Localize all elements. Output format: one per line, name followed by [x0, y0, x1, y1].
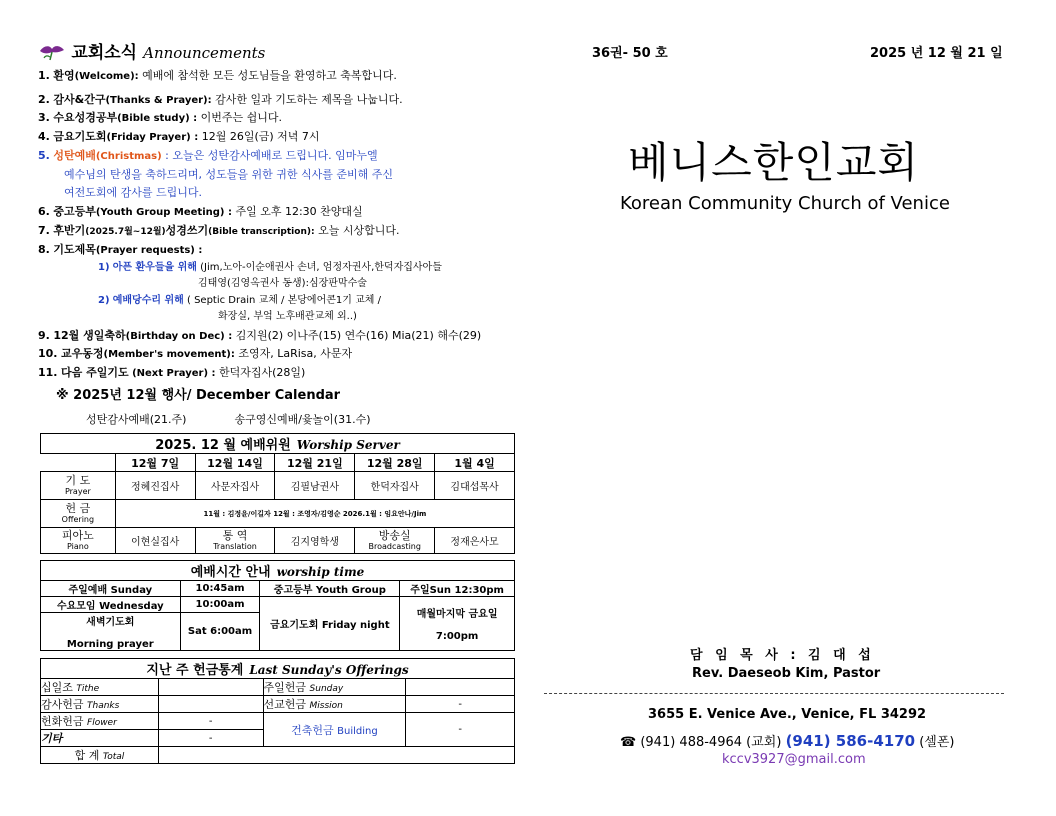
phone-icon: ☎: [620, 735, 637, 750]
announcement-item: 10. 교우동정(Member's movement): 조영자, LaRisa, 사문자: [38, 347, 353, 360]
cell: 10:00am: [180, 597, 260, 613]
cell: -: [158, 730, 263, 747]
table-row: [41, 500, 515, 528]
announcement-item: 3. 수요성경공부(Bible study) : 이번주는 쉽니다.: [38, 111, 283, 124]
cell: 금요기도회 Friday night: [260, 597, 400, 651]
date-header: 1월 4일: [435, 454, 515, 472]
cell: -: [406, 696, 515, 713]
cell: 감사헌금 Thanks: [41, 696, 159, 713]
cell: 매월마지막 금요일 7:00pm: [400, 597, 515, 651]
announcement-item: 7. 후반기(2025.7월~12월)성경쓰기(Bible transcription): 오늘 시상합니다.: [38, 224, 400, 237]
pastor-kr: 담 임 목 사 : 김 대 섭: [690, 648, 875, 663]
cell: 선교헌금 Mission: [263, 696, 406, 713]
announcement-item: 8. 기도제목(Prayer requests) :: [38, 243, 203, 256]
church-address: 3655 E. Venice Ave., Venice, FL 34292: [648, 707, 927, 722]
calendar-events: [86, 411, 371, 427]
table-row: [41, 472, 515, 500]
announcement-item: 6. 중고등부(Youth Group Meeting) : 주일 오후 12:30 찬양대실: [38, 205, 363, 218]
date-header: 12월 7일: [115, 454, 195, 472]
cell: 방송실 Broadcasting: [355, 528, 435, 554]
calendar-title: ※ 2025년 12월 행사/ December Calendar: [56, 388, 341, 403]
date-header: 12월 21일: [275, 454, 355, 472]
cell: 김대섭목사: [435, 472, 515, 500]
volume-number: 36권- 50 호: [592, 46, 668, 61]
cell: 건축헌금 Building: [263, 713, 406, 747]
flower-icon: [38, 43, 66, 61]
cell: 주일헌금 Sunday: [263, 679, 406, 696]
worship-time-caption: 예배시간 안내 worship time: [41, 561, 515, 581]
cell: 수요모임 Wednesday: [41, 597, 181, 613]
announcement-item: 9. 12월 생일축하(Birthday on Dec) : 김지원(2) 이나주(15) 연수(16) Mia(21) 해수(29): [38, 329, 482, 342]
cell: -: [406, 713, 515, 747]
cell: 주일Sun 12:30pm: [400, 581, 515, 597]
announcement-item: 1. 환영(Welcome): 예배에 참석한 모든 성도님들을 환영하고 축복합니다.: [38, 69, 397, 82]
announcements-title-kr: 교회소식: [71, 43, 138, 63]
cell: 10:45am: [180, 581, 260, 597]
table-row: [41, 528, 515, 554]
offering-schedule: 11월 : 김정윤/이길자 12월 : 조영자/김영순 2026.1월 : 임요안나/Jim: [115, 500, 514, 528]
announcement-item: 2. 감사&간구(Thanks & Prayer): 감사한 일과 기도하는 제목을 나눕니다.: [38, 93, 403, 106]
bulletin-date: 2025 년 12 월 21 일: [870, 46, 1003, 61]
church-name-en: Korean Community Church of Venice: [620, 193, 950, 214]
cell: 새벽기도회 Morning prayer: [41, 613, 181, 651]
cell: -: [158, 713, 263, 730]
cell: 정혜진집사: [115, 472, 195, 500]
row-label: 헌 금 Offering: [41, 500, 116, 528]
worship-server-table: [40, 433, 515, 554]
announcements-heading: [38, 38, 265, 63]
cell: 주일예배 Sunday: [41, 581, 181, 597]
cell: 사문자집사: [195, 472, 275, 500]
cell: [158, 747, 514, 764]
christmas-line: 여전도회에 감사를 드립니다.: [64, 186, 203, 199]
cell: 헌화헌금 Flower: [41, 713, 159, 730]
announcement-item: 4. 금요기도회(Friday Prayer) : 12월 26일(금) 저녁 7시: [38, 130, 320, 143]
offerings-caption: 지난 주 헌금통계 Last Sunday's Offerings: [41, 659, 515, 679]
offerings-table: [40, 658, 515, 764]
christmas-line: 예수님의 탄생을 축하드리며, 성도들을 위한 귀한 식사를 준비해 주신: [64, 168, 393, 181]
prayer-item-line2: 화장실, 부엌 노후배관교체 외..): [218, 311, 357, 322]
worship-server-caption: 2025. 12 월 예배위원 Worship Server: [41, 434, 515, 454]
calendar-event: 송구영신예배/윷놀이(31.수): [234, 413, 371, 426]
prayer-item: 2) 예배당수리 위해 ( Septic Drain 교체 / 본당에어콘1기 교체 /: [98, 295, 381, 306]
announcements-title-en: Announcements: [143, 44, 266, 62]
church-name-kr: 베니스한인교회: [628, 138, 920, 187]
cell: [158, 696, 263, 713]
cell: 합 계 Total: [41, 747, 159, 764]
church-email[interactable]: kccv3927@gmail.com: [722, 752, 866, 767]
cell: 한덕자집사: [355, 472, 435, 500]
cell: [158, 679, 263, 696]
worship-time-table: [40, 560, 515, 651]
cell: [406, 679, 515, 696]
date-header: 12월 28일: [355, 454, 435, 472]
cell: 기타: [41, 730, 159, 747]
announcement-item: 11. 다음 주일기도 (Next Prayer) : 한덕자집사(28일): [38, 366, 306, 379]
cell: 정재은사모: [435, 528, 515, 554]
pastor-en: Rev. Daeseob Kim, Pastor: [692, 666, 881, 681]
calendar-event: 성탄감사예배(21.주): [86, 413, 187, 426]
row-label: 기 도 Prayer: [41, 472, 116, 500]
cell-phone: (941) 586-4170: [785, 732, 916, 750]
cell: 중고등부 Youth Group: [260, 581, 400, 597]
cell: 김필남권사: [275, 472, 355, 500]
cell: Sat 6:00am: [180, 613, 260, 651]
announcement-item-christmas: 5. 성탄예배(Christmas) : 오늘은 성탄감사예배로 드립니다. 임마누엘: [38, 149, 378, 162]
corner-cell: [41, 454, 116, 472]
prayer-item-line2: 김태영(김영옥권사 동생):심장판막수술: [198, 278, 367, 289]
church-phone: ☎ (941) 488-4964 (교회) (941) 586-4170 (셀폰): [620, 732, 955, 750]
date-header: 12월 14일: [195, 454, 275, 472]
prayer-item: 1) 아픈 환우들을 위해 (Jim,노아-이순애권사 손녀, 엄정자권사,한덕자집사아들: [98, 262, 442, 273]
cell: 통 역 Translation: [195, 528, 275, 554]
divider: [544, 693, 1004, 694]
cell: 십일조 Tithe: [41, 679, 159, 696]
cell: 이현실집사: [115, 528, 195, 554]
cell: 김지영학생: [275, 528, 355, 554]
row-label: 피아노 Piano: [41, 528, 116, 554]
